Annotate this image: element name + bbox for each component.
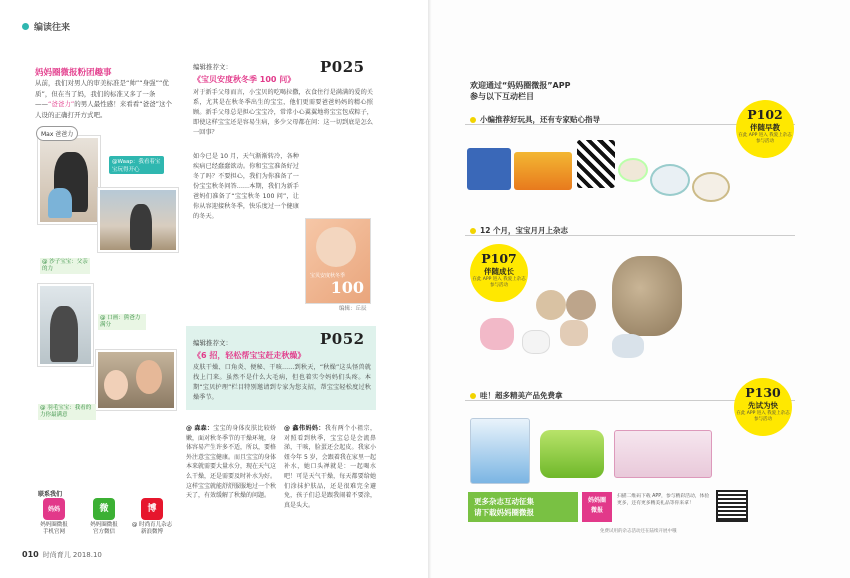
child-figure	[48, 188, 72, 218]
qr-caption: 免费试用的杂志活动还在陆续开展中哦	[600, 529, 677, 534]
baby-figure	[104, 370, 128, 400]
section-header	[22, 20, 70, 33]
dad-figure	[50, 306, 78, 362]
rec1-page-code: P025	[320, 58, 365, 76]
badge-code: P130	[745, 385, 781, 400]
photo-dad-child	[38, 284, 93, 366]
intro-highlight: “爸爸力”	[48, 100, 75, 108]
toy-plate	[650, 164, 690, 196]
weibo-icon: 博	[141, 498, 163, 520]
contact-label: 新浪微博	[140, 529, 163, 535]
rec2-page-code: P052	[320, 330, 365, 348]
badge-small: 在此 APP 进入 我爱上杂志 参与活动	[738, 133, 792, 144]
intro-text-post: 的男人最性感！来看看“爸爸”这个人设的正确打开方式吧。	[35, 100, 172, 119]
intro-body	[35, 78, 175, 120]
rec1-label: 编辑推荐文：	[193, 63, 232, 71]
baby-face	[316, 227, 356, 267]
bullet-icon	[470, 117, 476, 123]
plush-rabbit	[480, 318, 514, 350]
cta-line-1: 更多杂志互动征集	[474, 497, 534, 506]
bullet-icon	[470, 228, 476, 234]
dad-figure	[130, 204, 152, 250]
divider	[465, 235, 795, 236]
photo-caption-3: @ 羽毛宝宝：我看的力你最满意	[38, 404, 96, 420]
badge-label: 伴随成长	[484, 267, 514, 276]
contact-label: 妈妈圈微报	[40, 522, 68, 528]
book-subtitle: 宝贝安度秋冬季	[310, 273, 346, 279]
rec2-label: 编辑推荐文：	[193, 339, 232, 347]
plush-blanket	[612, 334, 644, 358]
plush-giraffe	[612, 256, 682, 336]
rec1-credit: 编辑：丘辰	[339, 306, 367, 312]
heading-line-1: 欢迎通过“妈妈圈微报”APP	[470, 81, 571, 90]
rec1-body-1: 对于新手父母而言，小宝贝的吃喝拉撒，衣食住行是满满的爱的关系，尤其是在秋冬季出生的宝宝，他们更需要爸爸妈妈的精心照顾。新手父母总是担心宝宝冷，常常小心翼翼地将宝宝包成粽子，即使这样宝宝还是容易生病，多少父母都在问：这一切到底是怎么一回事？	[193, 89, 373, 136]
photo-caption-1: @ 沙子宝宝：父亲的力	[40, 258, 90, 274]
badge-label: 伴随早教	[750, 123, 780, 132]
logo-text-2: 微报	[590, 507, 603, 514]
section-toys-title: 小编推荐好玩具，还有专家贴心指导	[480, 115, 600, 124]
photo-dad-outdoor	[98, 188, 178, 252]
badge-label: 先试为快	[748, 401, 778, 410]
cta-note: 扫描二维码下载 APP，参与精彩活动，体验更多，还有更多精美礼品等你来拿！	[617, 494, 710, 506]
product-seat	[540, 430, 604, 478]
download-cta[interactable]	[468, 492, 578, 522]
contact-label: 妈妈圈微报	[90, 522, 118, 528]
cta-line-2: 请下载妈妈圈微报	[474, 508, 534, 517]
plush-monkey	[560, 320, 588, 346]
rec1-title: 《宝贝安度秋冬季 100 问》	[193, 75, 296, 84]
badge-p102[interactable]	[736, 100, 794, 158]
product-bottles	[614, 430, 712, 478]
plush-lion	[536, 290, 566, 320]
badge-p107[interactable]	[470, 244, 528, 302]
product-diapers	[470, 418, 530, 484]
photo-caption-2: @ 口画：熊爸力满分	[98, 314, 146, 330]
bullet-icon	[470, 393, 476, 399]
wechat-icon: 微	[93, 498, 115, 520]
comment-left	[186, 424, 276, 501]
toy-box-transport	[514, 152, 572, 190]
app-logo-icon: 妈妈	[43, 498, 65, 520]
book-number: 100	[330, 278, 364, 297]
contact-wechat[interactable]	[80, 498, 128, 536]
page-spine	[428, 0, 432, 578]
badge-small: 在此 APP 进入 我爱上杂志 参与活动	[736, 411, 790, 422]
intro-title: 妈妈圈微报粉团趣事	[35, 68, 112, 78]
toy-plate	[618, 158, 648, 182]
weibo-caption-1: @Waap：我看着宝宝玩得开心	[109, 156, 164, 174]
badge-small: 在此 APP 进入 我爱上杂志 参与活动	[472, 277, 526, 288]
app-logo-icon	[582, 492, 612, 522]
comment-right	[284, 424, 376, 510]
max-bubble: Max 爸爸力	[36, 126, 78, 141]
page-number: 010	[22, 550, 39, 559]
comment-text: 我有两个小祖宗，对照看到秋季，宝宝总是会流鼻涕，干咳，脸蛋还会起皮。我家小妞今年 5 岁，会跟着我在家里一起补水，她口头禅就是：一起喝水吧！可是天气干燥，每天都要给她们涂抹护肤品，还是很难完全避免，孩子们总是跟我闹着不要涂，真是头大。	[284, 425, 376, 509]
comment-author: @ 森森：	[186, 425, 214, 432]
comment-author: @ 鑫伟妈妈：	[284, 425, 325, 432]
plush-bear	[522, 330, 550, 354]
heading-line-2: 参与以下互动栏目	[470, 92, 534, 101]
contact-label: 手机官网	[42, 529, 65, 535]
footer-text: 时尚育儿 2018.10	[42, 551, 102, 559]
qr-code-icon[interactable]	[716, 490, 748, 522]
section-monthly-title: 12 个月，宝宝月月上杂志	[480, 226, 569, 235]
rec2-body: 皮肤干燥、口角炎、便秘、干咳……到秋天，“秋燥”这头怪兽就找上门来。虽然不是什么大毛病，但也着实令妈妈们头疼。本期“宝贝护理”栏目特别邀请到专家为您支招，帮宝宝轻松度过秋燥季节。	[193, 364, 371, 401]
right-heading	[470, 80, 570, 102]
contact-title: 联系我们	[38, 491, 63, 498]
section-free-title: 哇！超多精美产品免费拿	[480, 391, 563, 400]
footer	[22, 550, 102, 560]
book-cover	[305, 218, 371, 304]
badge-code: P102	[747, 107, 783, 122]
section-dot-icon	[22, 23, 29, 30]
toy-box-puzzle	[467, 148, 511, 190]
logo-text-1: 妈妈圈	[587, 497, 606, 504]
badge-code: P107	[481, 251, 517, 266]
badge-p130[interactable]	[734, 378, 792, 436]
dad-face	[136, 360, 162, 394]
contact-app[interactable]	[30, 498, 78, 536]
rec1-body-2: 如今已是 10 月，天气渐渐转冷，各种疾病已经蠢蠢欲动。你和宝宝准备好过冬了吗？不要担心，我们为你准备了一份宝宝秋冬问答……本期，我们为新手爸妈们准备了“宝宝秋冬 100 问”，让你从容迎接秋冬季，快乐度过一个健康的冬天。	[193, 153, 299, 220]
contact-label: @ 时尚育儿杂志	[131, 522, 173, 528]
intro-text-pre: 从前，我们对男人的审美标准是“帅”“身强”“优质”，但在当了妈，我们的标准又多了一条——	[35, 79, 169, 108]
toy-flash-cards	[577, 140, 615, 188]
plush-dog	[566, 290, 596, 320]
contact-weibo[interactable]	[128, 498, 176, 536]
section-title: 编读往来	[34, 23, 71, 33]
toy-plate	[692, 172, 730, 202]
rec2-title: 《6 招，轻松帮宝宝赶走秋燥》	[193, 351, 306, 360]
comment-text: 宝宝的身体皮肤比较娇嫩，面对秋冬季节的干燥环境，身体容易产生许多不适，所以，要格外注意宝宝健康。而且宝宝的身体本来就需要大量水分，现在天气这么干燥，还是需要及时补水为好。这样宝宝就能舒舒服服地过一个秋天了，有效缓解了秋燥的问题。	[186, 425, 277, 500]
photo-dad-reading	[38, 136, 100, 224]
photo-dad-baby	[96, 350, 176, 410]
contact-label: 官方微信	[92, 529, 115, 535]
